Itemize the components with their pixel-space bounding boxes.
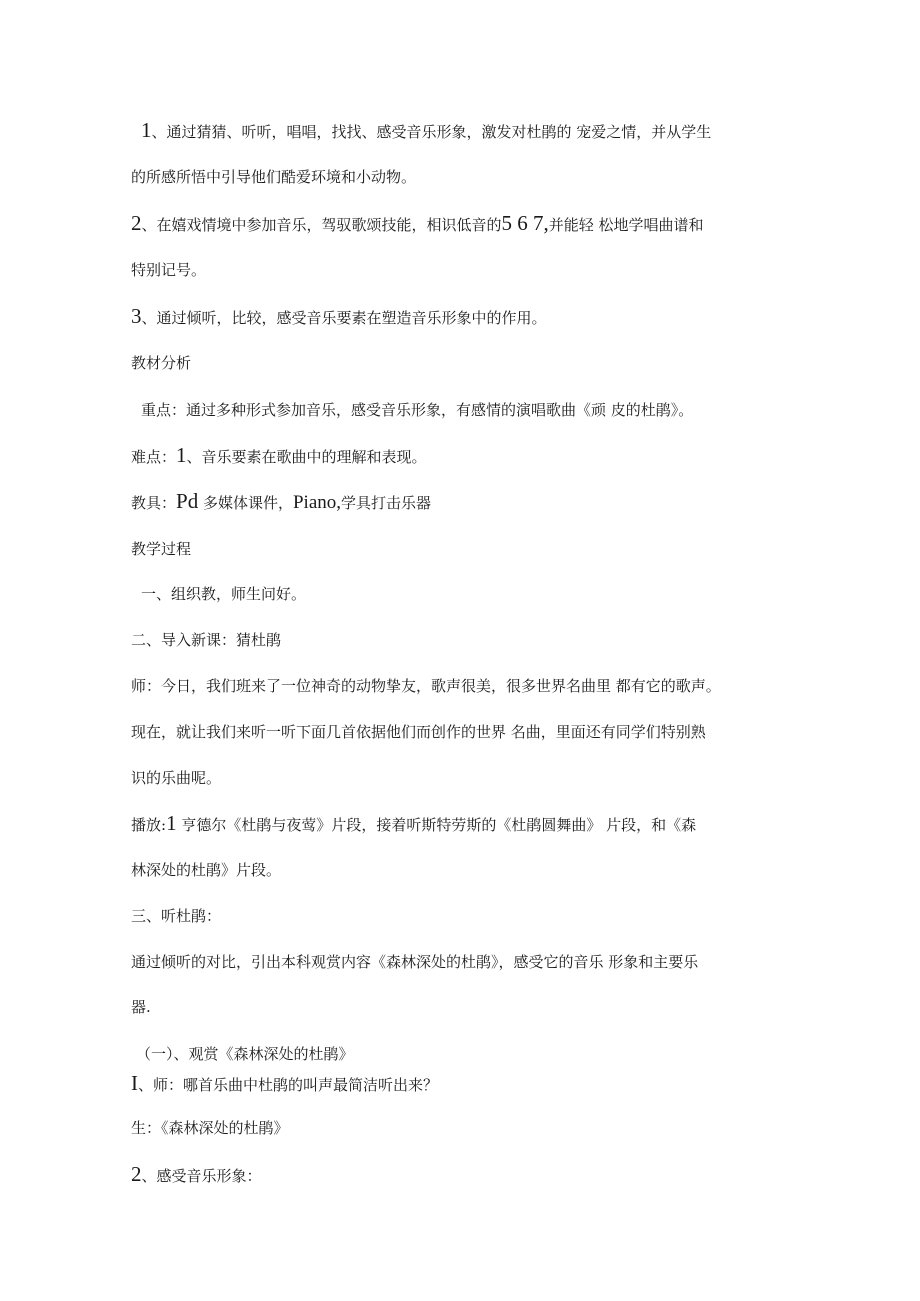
play-number: 1 (166, 811, 177, 835)
sub-section-1: （一）、观赏《森林深处的杜鹃》 (136, 1045, 354, 1063)
objective-3-text: 、通过倾听，比较，感受音乐要素在塑造音乐形象中的作用。 (141, 309, 547, 327)
key-point-line: 重点：通过多种形式参加音乐，感受音乐形象，有感情的演唱歌曲《顽 皮的杜鹃》。 (141, 401, 694, 419)
play-line (131, 812, 696, 836)
play-label: 播放: (131, 816, 167, 834)
difficulty-number: 1 (176, 443, 187, 467)
analysis-heading: 教材分析 (131, 354, 192, 372)
step-3: 三、听杜鹃： (131, 907, 222, 925)
question-2-number: 2 (131, 1162, 142, 1186)
listen-line-b: 器. (131, 998, 151, 1016)
step-2: 二、导入新课：猜杜鹃 (131, 631, 282, 649)
teacher-line-2: 现在，就让我们来听一听下面几首依据他们而创作的世界 名曲，里面还有同学们特别熟 (131, 723, 706, 741)
objective-3-number: 3 (131, 304, 142, 328)
answer-1: 生：《森林深处的杜鹃》 (131, 1119, 289, 1137)
objective-1-line-b: 的所感所悟中引导他们酷爱环境和小动物。 (131, 168, 417, 186)
difficulty-label: 难点： (131, 448, 177, 466)
tools-label: 教具： (131, 494, 177, 512)
objective-2-line-b: 特别记号。 (131, 261, 207, 279)
question-1-number: I (131, 1071, 138, 1095)
question-1-text: 、师：哪首乐曲中杜鹃的叫声最简洁听出来？ (138, 1076, 439, 1094)
tools-piano: Piano, (292, 492, 342, 513)
objective-3-line (131, 305, 547, 329)
listen-line-a: 通过倾听的对比，引出本科观赏内容《森林深处的杜鹃》，感受它的音乐 形象和主要乐 (131, 953, 699, 971)
objective-1-number: 1 (141, 118, 152, 142)
question-2-text: 、感受音乐形象： (141, 1167, 262, 1185)
objective-2-line-a (131, 212, 704, 236)
objective-2-text-end: 并能轻 松地学唱曲谱和 (548, 216, 704, 234)
tools-end: 学具打击乐器 (341, 494, 432, 512)
step-1: 一、组织教，师生问好。 (141, 585, 307, 603)
process-heading: 教学过程 (131, 540, 192, 558)
objective-1-line-a (141, 119, 711, 143)
tools-line (131, 490, 431, 514)
question-1 (131, 1072, 438, 1096)
play-text: 亨德尔《杜鹃与夜莺》片段，接着听斯特劳斯的《杜鹃圆舞曲》 片段，和《森 (176, 816, 697, 834)
objective-2-notes: 5 6 7, (501, 211, 549, 235)
objective-2-number: 2 (131, 211, 142, 235)
teacher-line-1: 师：今日，我们班来了一位神奇的动物挚友，歌声很美，很多世界名曲里 都有它的歌声。 (131, 677, 721, 695)
question-2 (131, 1163, 262, 1187)
objective-1-text: 、通过猜猜、听听，唱唱，找找、感受音乐形象，激发对杜鹃的 宠爱之情，并从学生 (151, 123, 712, 141)
tools-mid: 多媒体课件， (198, 494, 293, 512)
play-line-b: 林深处的杜鹃》片段。 (131, 861, 282, 879)
teacher-line-3: 识的乐曲呢。 (131, 769, 222, 787)
tools-pd: Pd (176, 489, 199, 513)
difficulty-line (131, 444, 427, 468)
objective-2-text: 、在嬉戏情境中参加音乐，驾驭歌颂技能，相识低音的 (141, 216, 502, 234)
difficulty-text: 、音乐要素在歌曲中的理解和表现。 (186, 448, 427, 466)
